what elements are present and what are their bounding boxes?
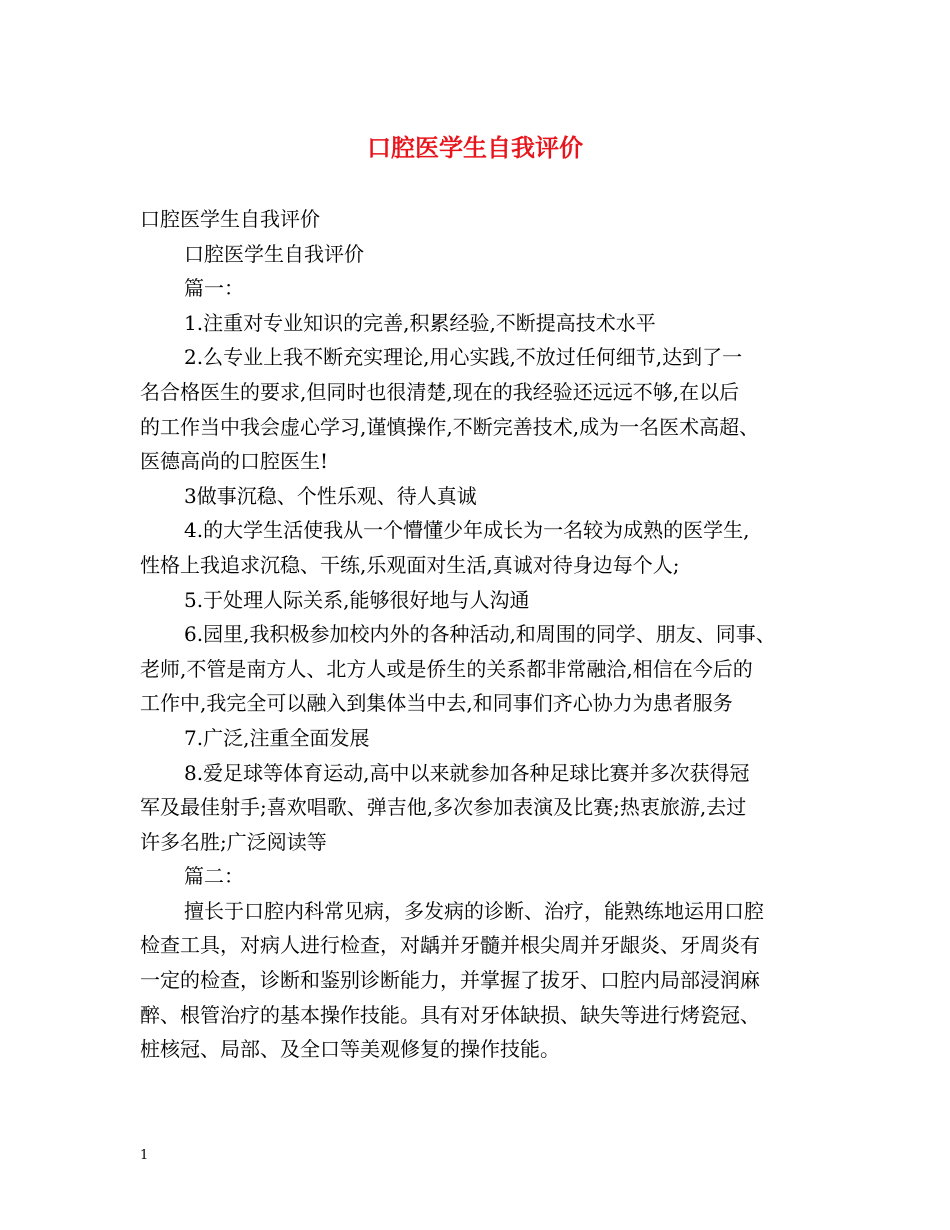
body-line: 6.园里,我积极参加校内外的各种活动,和周围的同学、朋友、同事、 (184, 622, 776, 647)
body-line: 工作中,我完全可以融入到集体当中去,和同事们齐心协力为患者服务 (140, 691, 733, 716)
body-line: 醉、根管治疗的基本操作技能。具有对牙体缺损、缺失等进行烤瓷冠、 (140, 1002, 760, 1027)
body-line: 擅长于口腔内科常见病，多发病的诊断、治疗，能熟练地运用口腔 (184, 898, 764, 923)
section-heading: 篇二： (184, 864, 244, 889)
body-line: 检查工具，对病人进行检查，对龋并牙髓并根尖周并牙龈炎、牙周炎有 (140, 933, 760, 958)
body-line: 5.于处理人际关系,能够很好地与人沟通 (184, 587, 530, 612)
body-line: 许多名胜;广泛阅读等 (140, 829, 327, 854)
body-line: 医德高尚的口腔医生! (140, 449, 329, 474)
page-number: 1 (140, 1148, 149, 1163)
body-line: 口腔医学生自我评价 (140, 207, 320, 231)
body-line: 2.么专业上我不断充实理论,用心实践,不放过任何细节,达到了一 (184, 345, 743, 370)
body-line: 口腔医学生自我评价 (184, 241, 364, 266)
body-line: 7.广泛,注重全面发展 (184, 725, 370, 750)
body-line: 桩核冠、局部、及全口等美观修复的操作技能。 (140, 1037, 560, 1062)
body-line: 8.爱足球等体育运动,高中以来就参加各种足球比赛并多次获得冠 (184, 760, 750, 785)
body-line: 老师,不管是南方人、北方人或是侨生的关系都非常融洽,相信在今后的 (140, 656, 753, 681)
body-line: 3做事沉稳、个性乐观、待人真诚 (184, 483, 477, 508)
body-line: 1.注重对专业知识的完善,积累经验,不断提高技术水平 (184, 310, 656, 335)
document-body (140, 202, 820, 1067)
body-line: 名合格医生的要求,但同时也很清楚,现在的我经验还远远不够,在以后 (140, 379, 740, 404)
document-title: 口腔医学生自我评价 (367, 133, 583, 162)
section-heading: 篇一： (184, 276, 244, 301)
body-line: 一定的检查，诊断和鉴别诊断能力，并掌握了拔牙、口腔内局部浸润麻 (140, 968, 760, 993)
body-line: 性格上我追求沉稳、干练,乐观面对生活,真诚对待身边每个人; (140, 552, 680, 577)
body-line: 4.的大学生活使我从一个懵懂少年成长为一名较为成熟的医学生, (184, 518, 750, 543)
body-line: 的工作当中我会虚心学习,谨慎操作,不断完善技术,成为一名医术高超、 (140, 414, 760, 439)
body-line: 军及最佳射手;喜欢唱歌、弹吉他,多次参加表演及比赛;热衷旅游,去过 (140, 795, 747, 820)
